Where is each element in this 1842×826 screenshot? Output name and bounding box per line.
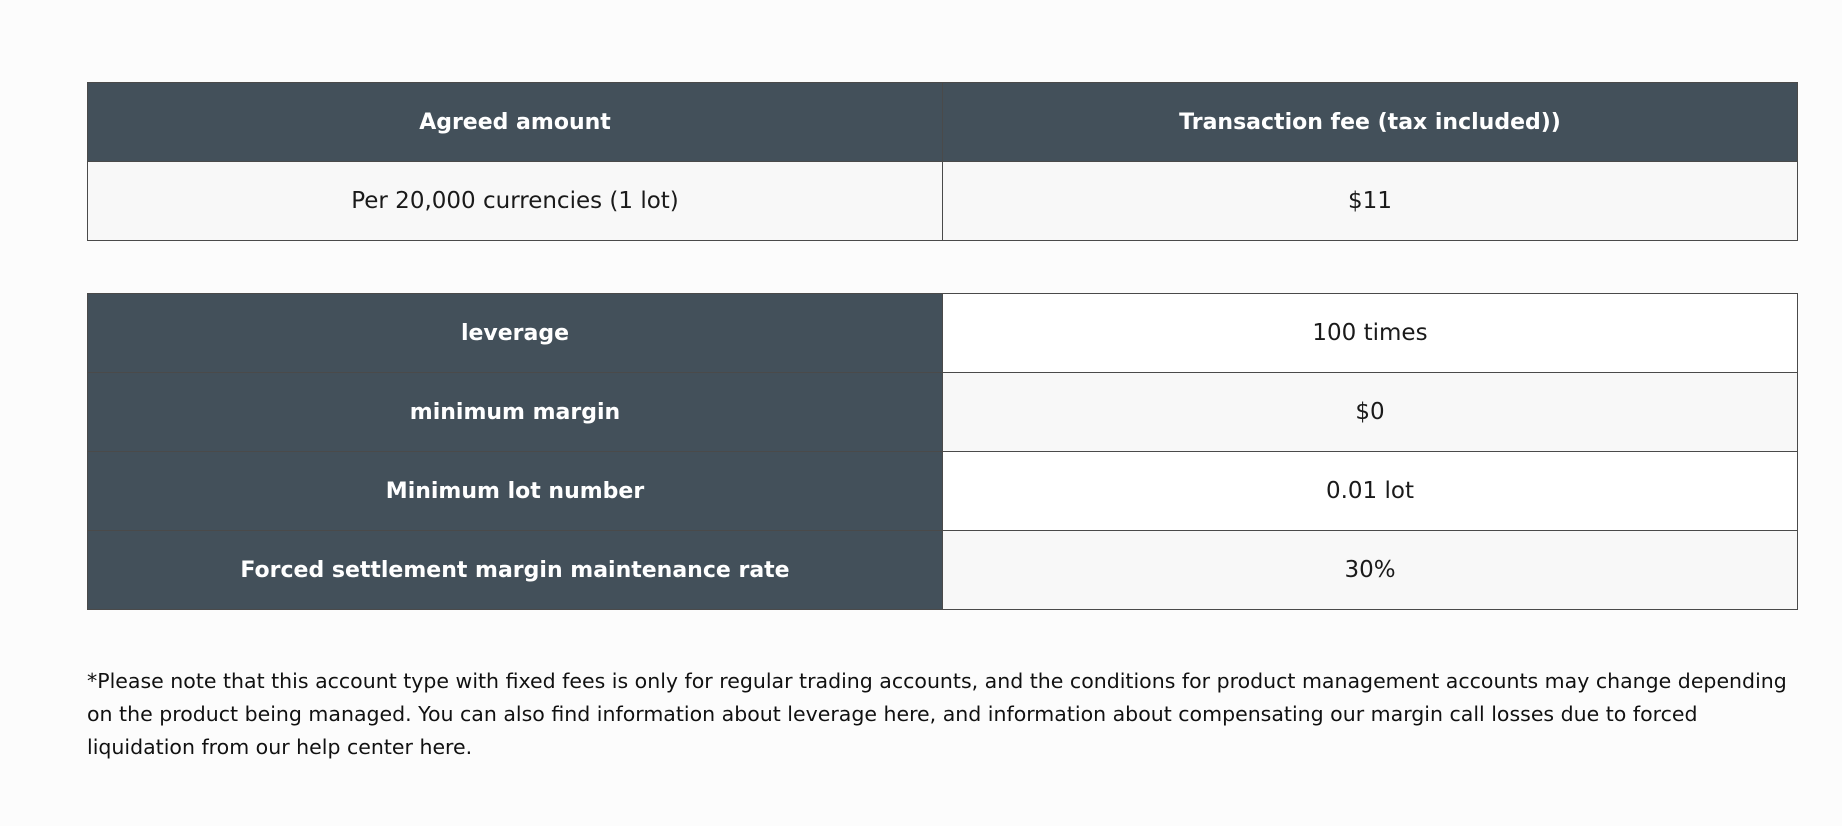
header-transaction-fee: Transaction fee (tax included)) [943, 83, 1798, 162]
row-value-leverage: 100 times [943, 294, 1798, 373]
spec-table [87, 293, 1798, 610]
row-value-forced-settlement: 30% [943, 531, 1798, 610]
table-row [88, 162, 1798, 241]
row-label-minimum-margin: minimum margin [88, 373, 943, 452]
row-label-forced-settlement: Forced settlement margin maintenance rate [88, 531, 943, 610]
cell-transaction-fee: $11 [943, 162, 1798, 241]
fee-table [87, 82, 1798, 241]
disclaimer-note: *Please note that this account type with fixed fees is only for regular trading accounts, and the conditions for product management accounts may change depending on the product being managed. You can also find information about leverage here, and information about compensating our margin call losses due to forced liquidation from our help center here. [87, 669, 1787, 759]
header-agreed-amount: Agreed amount [88, 83, 943, 162]
row-label-minimum-lot: Minimum lot number [88, 452, 943, 531]
row-value-minimum-lot: 0.01 lot [943, 452, 1798, 531]
table-row [88, 373, 1798, 452]
fee-table-header-row [88, 83, 1798, 162]
table-row [88, 452, 1798, 531]
table-row [88, 294, 1798, 373]
row-value-minimum-margin: $0 [943, 373, 1798, 452]
row-label-leverage: leverage [88, 294, 943, 373]
cell-agreed-amount: Per 20,000 currencies (1 lot) [88, 162, 943, 241]
content-area [87, 82, 1798, 785]
table-row [88, 531, 1798, 610]
